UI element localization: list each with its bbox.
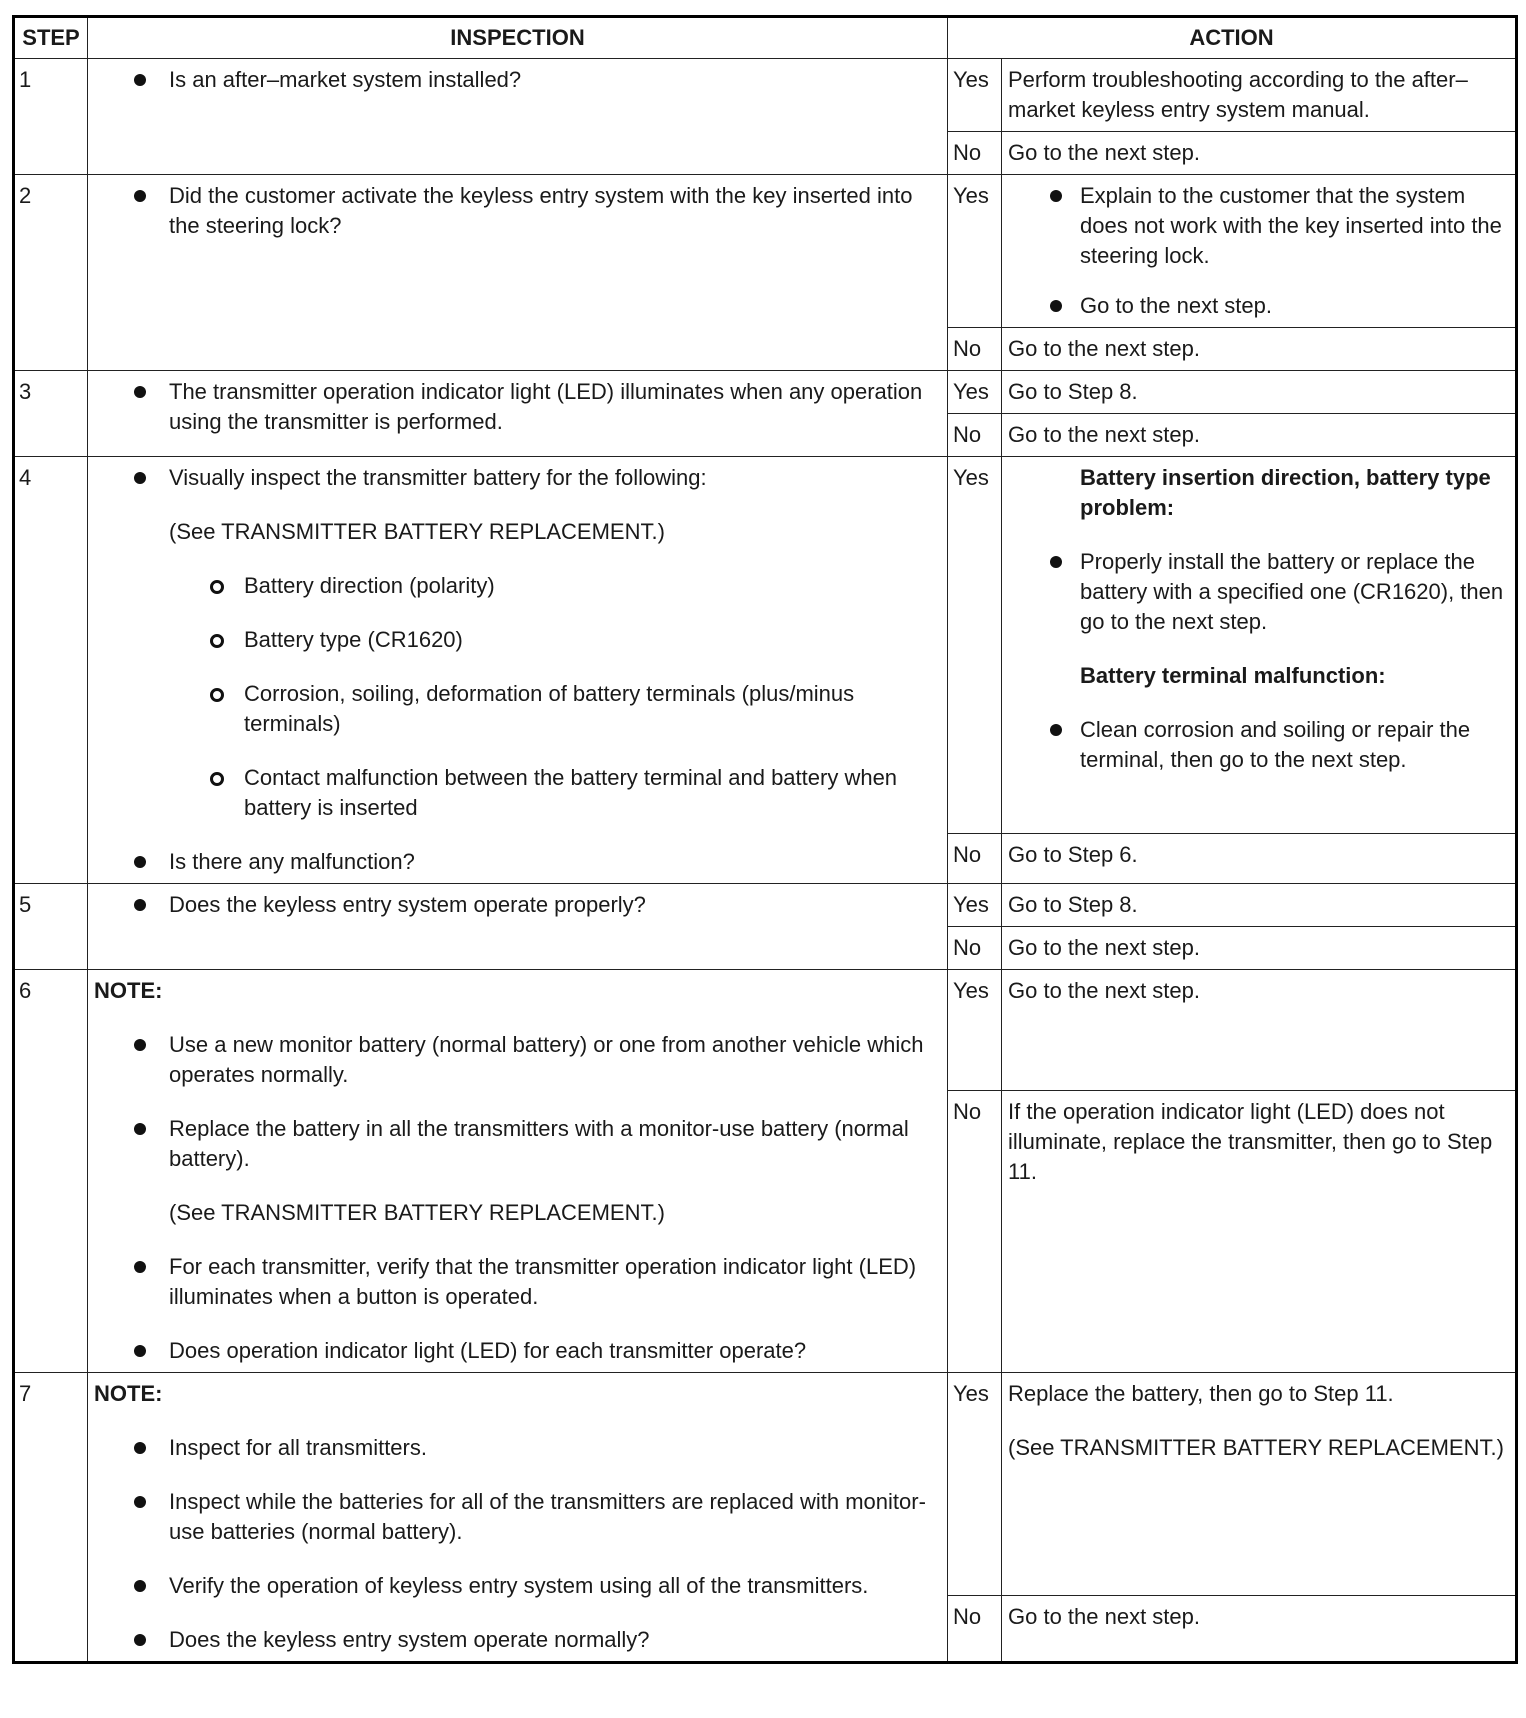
header-step: STEP [14,17,88,59]
see-reference: (See TRANSMITTER BATTERY REPLACEMENT.) [169,1200,665,1225]
no-action: Go to the next step. [1002,132,1517,175]
yes-label: Yes [948,970,1002,1091]
circle-bullet-icon [210,580,224,594]
action-bullet: Clean corrosion and soiling or repair the terminal, then go to the next step. [1008,715,1509,775]
inspection-cell [88,970,948,1373]
no-action: Go to the next step. [1002,1596,1517,1663]
bullet-icon [1050,190,1062,202]
bullet-icon [134,190,146,202]
yes-label: Yes [948,884,1002,927]
inspection-cell [88,884,948,970]
inspection-bullet: Does operation indicator light (LED) for each transmitter operate? [94,1336,939,1366]
no-action: If the operation indicator light (LED) does not illuminate, replace the transmitter, then go to Step 11. [1002,1091,1517,1373]
table-row [14,970,1517,1091]
troubleshooting-table [12,15,1518,1664]
table-row [14,59,1517,132]
bullet-icon [134,1123,146,1135]
sub-bullet: Battery direction (polarity) [94,571,939,601]
no-label: No [948,414,1002,457]
inspection-bullet: Replace the battery in all the transmitters with a monitor-use battery (normal battery). [94,1114,939,1174]
bullet-icon [134,1496,146,1508]
yes-action: Go to the next step. [1002,970,1517,1091]
yes-action: Go to Step 8. [1002,371,1517,414]
action-bullet: Explain to the customer that the system does not work with the key inserted into the steering lock. [1008,181,1509,271]
note-label: NOTE: [94,1381,163,1406]
yes-action [1002,457,1517,834]
sub-bullet: Contact malfunction between the battery terminal and battery when battery is inserted [94,763,939,823]
action-heading: Battery insertion direction, battery type problem: [1080,465,1491,520]
step-number: 4 [14,457,88,884]
yes-action: Perform troubleshooting according to the after–market keyless entry system manual. [1002,59,1517,132]
no-label: No [948,132,1002,175]
yes-action [1002,1373,1517,1596]
step-number: 1 [14,59,88,175]
inspection-bullet: Inspect while the batteries for all of the transmitters are replaced with monitor-use batteries (normal battery). [94,1487,939,1547]
bullet-icon [134,1039,146,1051]
inspection-bullet: Verify the operation of keyless entry system using all of the transmitters. [94,1571,939,1601]
header-inspection: INSPECTION [88,17,948,59]
action-bullet: Properly install the battery or replace the battery with a specified one (CR1620), then go to the next step. [1008,547,1509,637]
no-label: No [948,328,1002,371]
bullet-icon [134,386,146,398]
yes-label: Yes [948,59,1002,132]
step-number: 6 [14,970,88,1373]
no-label: No [948,1091,1002,1373]
yes-action-text: Replace the battery, then go to Step 11. [1008,1381,1394,1406]
yes-label: Yes [948,457,1002,834]
inspection-bullet: Is there any malfunction? [94,847,939,877]
inspection-cell [88,1373,948,1663]
bullet-icon [1050,556,1062,568]
see-reference: (See TRANSMITTER BATTERY REPLACEMENT.) [1008,1435,1504,1460]
bullet-icon [134,1442,146,1454]
table-header-row [14,17,1517,59]
inspection-bullet: Is an after–market system installed? [94,65,939,95]
inspection-cell [88,457,948,884]
inspection-cell [88,371,948,457]
no-action: Go to the next step. [1002,927,1517,970]
table-row [14,371,1517,414]
step-number: 5 [14,884,88,970]
inspection-bullet: Inspect for all transmitters. [94,1433,939,1463]
step-number: 2 [14,175,88,371]
yes-action [1002,175,1517,328]
yes-label: Yes [948,175,1002,328]
inspection-bullet: Visually inspect the transmitter battery for the following: [94,463,939,493]
circle-bullet-icon [210,634,224,648]
bullet-icon [134,1345,146,1357]
table-row [14,1373,1517,1596]
sub-bullet: Battery type (CR1620) [94,625,939,655]
sub-bullet: Corrosion, soiling, deformation of battery terminals (plus/minus terminals) [94,679,939,739]
no-action: Go to the next step. [1002,328,1517,371]
see-reference: (See TRANSMITTER BATTERY REPLACEMENT.) [169,519,665,544]
no-action: Go to the next step. [1002,414,1517,457]
note-label: NOTE: [94,978,163,1003]
no-action: Go to Step 6. [1002,834,1517,884]
bullet-icon [134,1261,146,1273]
inspection-cell [88,175,948,371]
bullet-icon [1050,300,1062,312]
no-label: No [948,927,1002,970]
inspection-bullet: For each transmitter, verify that the transmitter operation indicator light (LED) illuminates when a button is operated. [94,1252,939,1312]
inspection-bullet: Does the keyless entry system operate properly? [94,890,939,920]
action-bullet: Go to the next step. [1008,291,1509,321]
troubleshooting-document [12,15,1515,1711]
circle-bullet-icon [210,688,224,702]
yes-label: Yes [948,371,1002,414]
circle-bullet-icon [210,772,224,786]
yes-action: Go to Step 8. [1002,884,1517,927]
table-row [14,884,1517,927]
bullet-icon [134,856,146,868]
no-label: No [948,834,1002,884]
bullet-icon [134,74,146,86]
step-number: 7 [14,1373,88,1663]
inspection-cell [88,59,948,175]
bullet-icon [134,472,146,484]
bullet-icon [134,1634,146,1646]
action-heading: Battery terminal malfunction: [1080,663,1386,688]
step-number: 3 [14,371,88,457]
header-action: ACTION [948,17,1517,59]
table-row [14,457,1517,834]
inspection-bullet: Use a new monitor battery (normal battery) or one from another vehicle which operates normally. [94,1030,939,1090]
bullet-icon [134,1580,146,1592]
no-label: No [948,1596,1002,1663]
bullet-icon [1050,724,1062,736]
bullet-icon [134,899,146,911]
table-row [14,175,1517,328]
inspection-bullet: The transmitter operation indicator light (LED) illuminates when any operation using the transmitter is performed. [94,377,939,437]
inspection-bullet: Does the keyless entry system operate normally? [94,1625,939,1655]
inspection-bullet: Did the customer activate the keyless entry system with the key inserted into the steering lock? [94,181,939,241]
yes-label: Yes [948,1373,1002,1596]
